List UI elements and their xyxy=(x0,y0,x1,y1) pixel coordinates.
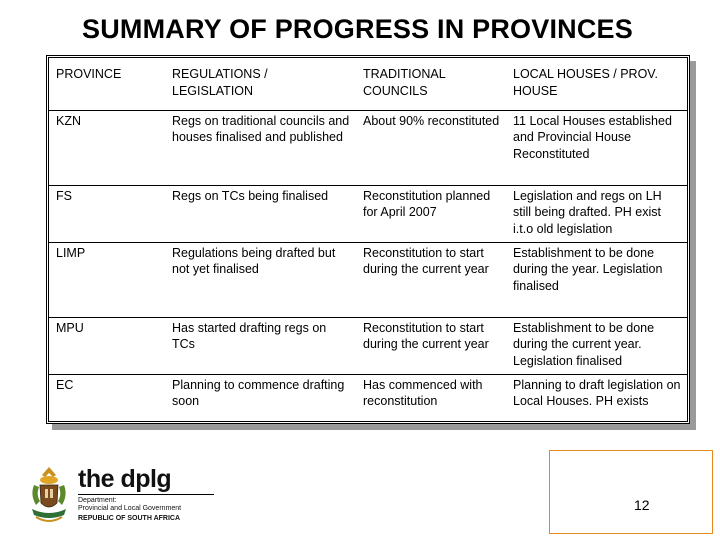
brand-divider xyxy=(78,494,214,495)
table-header-row xyxy=(49,58,687,110)
table-row xyxy=(49,110,687,185)
page-number-frame xyxy=(549,450,713,534)
country-name: REPUBLIC OF SOUTH AFRICA xyxy=(78,515,181,522)
header-province: PROVINCE xyxy=(49,58,165,110)
cell-province: KZN xyxy=(49,110,165,185)
page-title: SUMMARY OF PROGRESS IN PROVINCES xyxy=(82,14,633,44)
header-regulations: REGULATIONS / LEGISLATION xyxy=(165,58,356,110)
dplg-logo xyxy=(26,465,196,527)
brand-name: the dplg xyxy=(78,465,172,493)
cell-traditional-councils: About 90% reconstituted xyxy=(356,110,506,185)
cell-local-houses: Planning to draft legislation on Local Houses. PH exists xyxy=(513,377,681,408)
cell-local-houses: 11 Local Houses established and Provincial House Reconstituted xyxy=(506,110,687,185)
cell-regulations: Has started drafting regs on TCs xyxy=(165,317,356,374)
header-local-houses: LOCAL HOUSES / PROV. HOUSE xyxy=(506,58,687,110)
cell-province: LIMP xyxy=(49,242,165,317)
cell-province: EC xyxy=(56,377,74,392)
cell-traditional-councils: Reconstitution planned for April 2007 xyxy=(356,185,506,242)
cell-traditional-councils: Reconstitution to start during the current year xyxy=(356,317,506,374)
cell-regulations: Planning to commence drafting soon xyxy=(172,377,345,408)
cell-province: FS xyxy=(49,185,165,242)
coat-of-arms-icon xyxy=(26,465,72,527)
cell-local-houses: Legislation and regs on LH still being drafted. PH exist i.t.o old legislation xyxy=(506,185,687,242)
cell-traditional-councils: Has commenced with reconstitution xyxy=(363,377,483,408)
table-row xyxy=(49,242,687,317)
page-number: 12 xyxy=(634,497,650,513)
cell-traditional-councils: Reconstitution to start during the current year xyxy=(356,242,506,317)
table-row xyxy=(49,374,687,425)
cell-regulations: Regs on TCs being finalised xyxy=(165,185,356,242)
cell-local-houses: Establishment to be done during the year. Legislation finalised xyxy=(506,242,687,317)
dept-name: Provincial and Local Government xyxy=(78,505,182,512)
cell-local-houses: Establishment to be done during the current year. Legislation finalised xyxy=(506,317,687,374)
progress-table xyxy=(46,55,690,424)
header-traditional-councils: TRADITIONAL COUNCILS xyxy=(356,58,506,110)
table-row xyxy=(49,317,687,374)
cell-regulations: Regulations being drafted but not yet finalised xyxy=(165,242,356,317)
table-row xyxy=(49,185,687,242)
dept-label: Department: xyxy=(78,497,117,504)
cell-regulations: Regs on traditional councils and houses finalised and published xyxy=(165,110,356,185)
cell-province: MPU xyxy=(49,317,165,374)
